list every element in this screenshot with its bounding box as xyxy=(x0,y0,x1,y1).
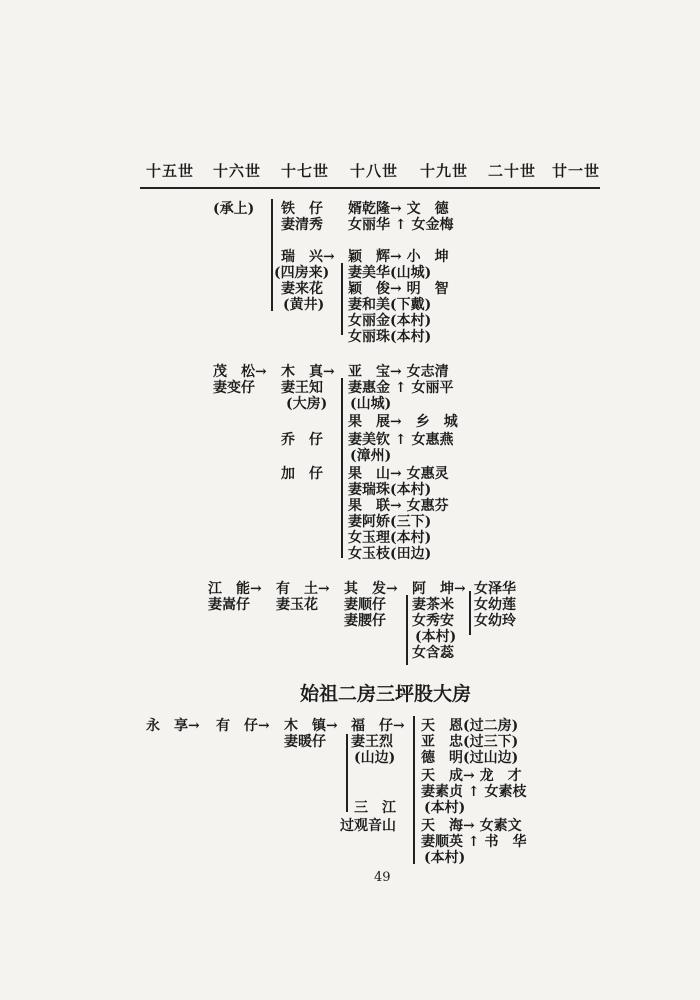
person-entry: 江 能→ xyxy=(208,581,262,597)
person-entry: 果 联→ 女惠芬 xyxy=(348,498,449,514)
person-entry: 福 仔→ xyxy=(351,718,405,734)
person-entry: (黄井) xyxy=(283,297,325,313)
generation-header-21: 廿一世 xyxy=(552,162,601,180)
header-rule xyxy=(140,187,600,189)
branch-line xyxy=(341,263,343,335)
person-entry: 有 仔→ xyxy=(216,718,270,734)
branch-line xyxy=(271,199,273,311)
person-entry: 妻变仔 xyxy=(213,380,255,396)
generation-header-17: 十七世 xyxy=(281,162,330,180)
person-entry: (本村) xyxy=(424,800,466,816)
person-entry: 女丽金(本村) xyxy=(348,313,432,329)
generation-header-18: 十八世 xyxy=(350,162,399,180)
person-entry: 亚 忠(过三下) xyxy=(421,734,519,750)
person-entry: 妻惠金 ↑ 女丽平 xyxy=(348,380,454,396)
person-entry: 妻嵩仔 xyxy=(208,597,250,613)
person-entry: 过观音山 xyxy=(340,818,396,834)
person-entry: 妻顺仔 xyxy=(344,597,386,613)
person-entry: (四房来) xyxy=(274,265,330,281)
person-entry: 木 镇→ xyxy=(284,718,338,734)
person-entry: (漳州) xyxy=(350,448,392,464)
person-entry: 木 真→ xyxy=(281,364,335,380)
person-entry: 妻王烈 xyxy=(351,734,393,750)
person-entry: 其 发→ xyxy=(344,581,398,597)
person-entry: 乔 仔 xyxy=(281,432,323,448)
person-entry: 妻腰仔 xyxy=(344,613,386,629)
person-entry: 果 山→ 女惠灵 xyxy=(348,466,449,482)
person-entry: 女玉枝(田边) xyxy=(348,546,432,562)
person-entry: 女秀安 xyxy=(412,613,454,629)
person-entry: 亚 宝→ 女志清 xyxy=(348,364,449,380)
person-entry: 女丽珠(本村) xyxy=(348,329,432,345)
person-entry: (本村) xyxy=(424,850,466,866)
person-entry: 妻阿娇(三下) xyxy=(348,514,432,530)
person-entry: 妻瑞珠(本村) xyxy=(348,482,432,498)
branch-line xyxy=(413,716,415,864)
person-entry: 妻暖仔 xyxy=(284,734,326,750)
page-number: 49 xyxy=(374,870,391,885)
person-entry: 妻美华(山城) xyxy=(348,265,432,281)
person-entry: 果 展→ 乡 城 xyxy=(348,414,458,430)
person-entry: 女泽华 xyxy=(474,581,516,597)
person-entry: (大房) xyxy=(286,396,328,412)
person-entry: 天 恩(过二房) xyxy=(421,718,519,734)
person-entry: 妻清秀 xyxy=(281,217,323,233)
branch-line xyxy=(341,378,343,558)
generation-header-16: 十六世 xyxy=(213,162,262,180)
person-entry: 女玉理(本村) xyxy=(348,530,432,546)
branch-line xyxy=(346,734,348,812)
person-entry: 妻茶米 xyxy=(412,597,454,613)
person-entry: (山边) xyxy=(354,750,396,766)
person-entry: 妻素贞 ↑ 女素枝 xyxy=(421,784,527,800)
person-entry: 有 土→ xyxy=(276,581,330,597)
branch-line xyxy=(469,591,471,635)
generation-header-19: 十九世 xyxy=(420,162,469,180)
person-entry: 妻玉花 xyxy=(276,597,318,613)
person-entry: 德 明(过山边) xyxy=(421,750,519,766)
person-entry: 天 海→ 女素文 xyxy=(421,818,522,834)
person-entry: 三 江 xyxy=(354,800,396,816)
section-title: 始祖二房三坪股大房 xyxy=(300,683,472,705)
continued-marker: (承上) xyxy=(213,201,255,217)
person-entry: 妻和美(下戴) xyxy=(348,297,432,313)
person-entry: 妻王知 xyxy=(281,380,323,396)
generation-header-20: 二十世 xyxy=(488,162,537,180)
person-entry: 女幼莲 xyxy=(474,597,516,613)
person-entry: 妻来花 xyxy=(281,281,323,297)
person-entry: 茂 松→ xyxy=(213,364,267,380)
generation-header-15: 十五世 xyxy=(146,162,195,180)
person-entry: 颖 辉→ 小 坤 xyxy=(348,249,449,265)
branch-line xyxy=(406,595,408,665)
person-entry: 妻美钦 ↑ 女惠燕 xyxy=(348,432,454,448)
person-entry: 女丽华 ↑ 女金梅 xyxy=(348,217,454,233)
person-entry: (山城) xyxy=(350,396,392,412)
person-entry: 婿乾隆→ 文 德 xyxy=(348,201,449,217)
person-entry: 加 仔 xyxy=(281,466,323,482)
person-entry: 永 享→ xyxy=(146,718,200,734)
person-entry: 铁 仔 xyxy=(281,201,323,217)
person-entry: 阿 坤→ xyxy=(412,581,466,597)
person-entry: 妻顺英 ↑ 书 华 xyxy=(421,834,527,850)
person-entry: 瑞 兴→ xyxy=(281,249,335,265)
person-entry: 女含蕊 xyxy=(412,645,454,661)
person-entry: (本村) xyxy=(415,629,457,645)
person-entry: 颖 俊→ 明 智 xyxy=(348,281,449,297)
person-entry: 女幼玲 xyxy=(474,613,516,629)
person-entry: 天 成→ 龙 才 xyxy=(421,768,522,784)
